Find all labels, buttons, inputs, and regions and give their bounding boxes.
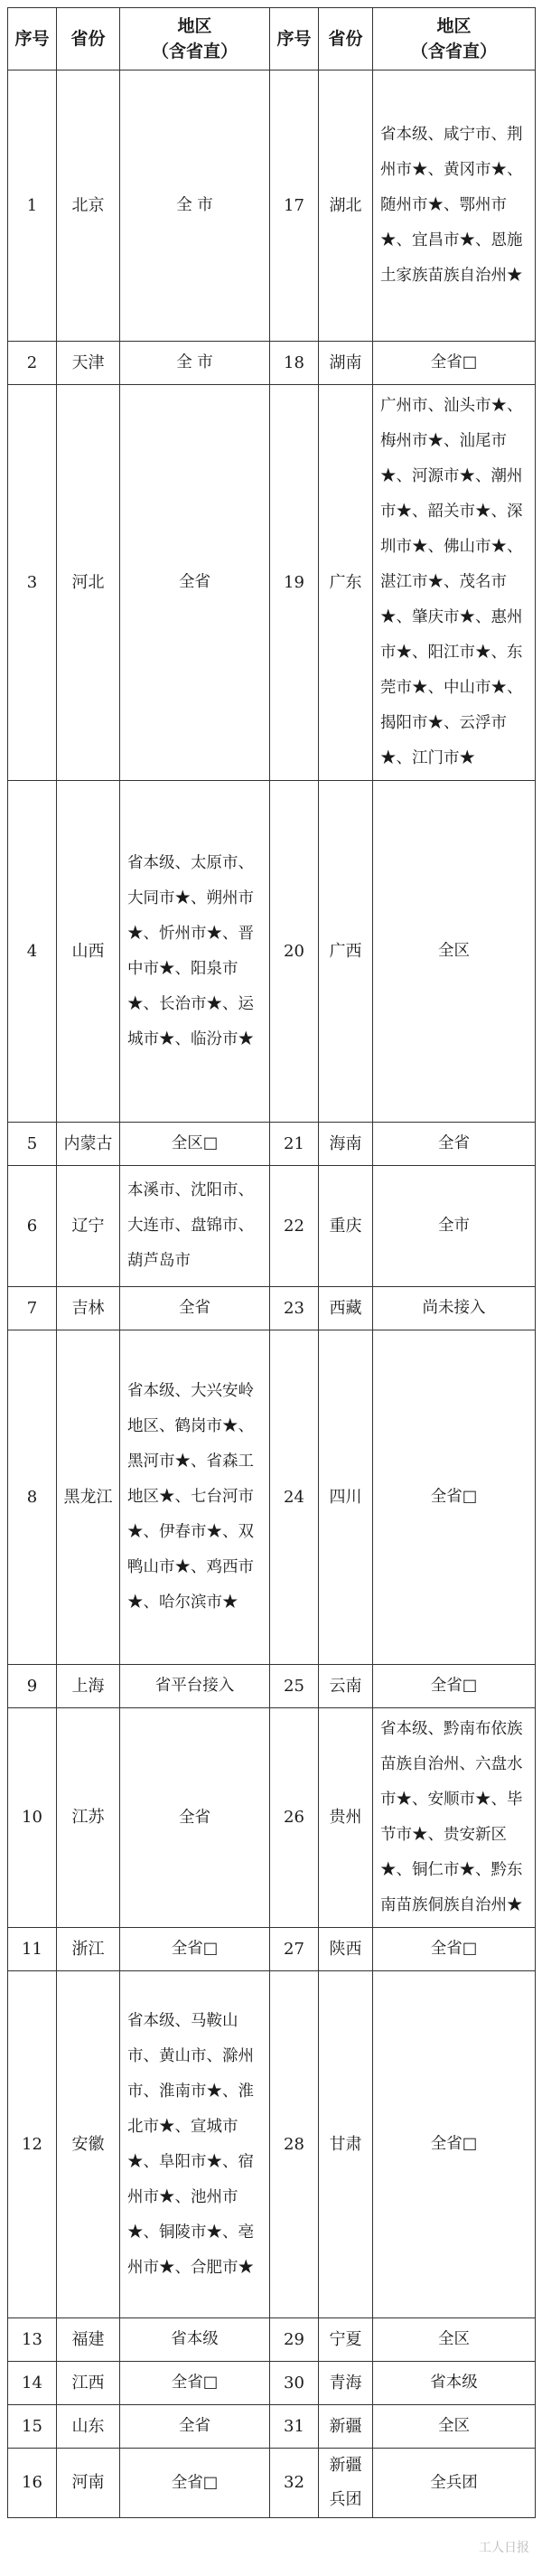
row-number-cell: 29 <box>270 2318 319 2362</box>
row-number-cell: 15 <box>8 2405 57 2449</box>
province-cell: 广西 <box>319 781 373 1123</box>
row-number-cell: 26 <box>270 1708 319 1928</box>
area-cell: 省平台接入 <box>120 1665 270 1708</box>
header-area-left <box>120 8 270 71</box>
area-cell: 全省□ <box>373 342 536 385</box>
header-area-left-line2: （含省直） <box>151 42 238 61</box>
area-cell: 全省 <box>373 1123 536 1166</box>
province-cell: 江西 <box>57 2362 120 2405</box>
province-cell: 天津 <box>57 342 120 385</box>
row-number-cell: 2 <box>8 342 57 385</box>
table-row <box>8 2405 536 2449</box>
area-cell: 全省 <box>120 1287 270 1330</box>
header-no-right: 序号 <box>270 8 319 71</box>
row-number-cell: 23 <box>270 1287 319 1330</box>
province-cell: 广东 <box>319 385 373 781</box>
area-cell: 全兵团 <box>373 2449 536 2518</box>
province-cell: 海南 <box>319 1123 373 1166</box>
table-row <box>8 1287 536 1330</box>
area-cell: 广州市、汕头市★、梅州市★、汕尾市★、河源市★、潮州市★、韶关市★、深圳市★、佛山市★、湛江市★、茂名市★、肇庆市★、惠州市★、阳江市★、东莞市★、中山市★、揭阳市★、云浮市★、江门市★ <box>373 385 536 781</box>
row-number-cell: 7 <box>8 1287 57 1330</box>
header-row <box>8 8 536 71</box>
province-cell: 山东 <box>57 2405 120 2449</box>
table-row <box>8 1123 536 1166</box>
row-number-cell: 30 <box>270 2362 319 2405</box>
area-cell: 全省□ <box>373 1971 536 2318</box>
province-cell: 黑龙江 <box>57 1330 120 1665</box>
row-number-cell: 6 <box>8 1166 57 1287</box>
row-number-cell: 9 <box>8 1665 57 1708</box>
row-number-cell: 12 <box>8 1971 57 2318</box>
table-row <box>8 385 536 781</box>
watermark: 工人日报 <box>479 2541 529 2555</box>
province-cell: 青海 <box>319 2362 373 2405</box>
table-row <box>8 1330 536 1665</box>
row-number-cell: 17 <box>270 71 319 342</box>
table-row <box>8 2449 536 2518</box>
table-row <box>8 2318 536 2362</box>
header-area-right-line1: 地区 <box>436 16 472 36</box>
row-number-cell: 27 <box>270 1928 319 1971</box>
row-number-cell: 28 <box>270 1971 319 2318</box>
area-cell: 全省□ <box>120 2362 270 2405</box>
area-cell: 省本级 <box>120 2318 270 2362</box>
province-cell: 浙江 <box>57 1928 120 1971</box>
area-cell: 全区 <box>373 2405 536 2449</box>
header-province-left: 省份 <box>57 8 120 71</box>
coverage-table <box>7 7 536 2518</box>
province-cell: 贵州 <box>319 1708 373 1928</box>
row-number-cell: 24 <box>270 1330 319 1665</box>
header-no-left: 序号 <box>8 8 57 71</box>
area-cell: 省本级 <box>373 2362 536 2405</box>
province-cell: 四川 <box>319 1330 373 1665</box>
header-area-left-line1: 地区 <box>177 16 212 36</box>
row-number-cell: 11 <box>8 1928 57 1971</box>
row-number-cell: 5 <box>8 1123 57 1166</box>
province-cell: 吉林 <box>57 1287 120 1330</box>
area-cell: 省本级、马鞍山市、黄山市、滁州市、淮南市★、淮北市★、宣城市★、阜阳市★、宿州市★、池州市★、铜陵市★、亳州市★、合肥市★ <box>120 1971 270 2318</box>
area-cell: 全省□ <box>120 1928 270 1971</box>
row-number-cell: 10 <box>8 1708 57 1928</box>
row-number-cell: 4 <box>8 781 57 1123</box>
row-number-cell: 1 <box>8 71 57 342</box>
table-row <box>8 1971 536 2318</box>
province-cell: 新疆 <box>319 2405 373 2449</box>
row-number-cell: 3 <box>8 385 57 781</box>
area-cell: 全省□ <box>373 1928 536 1971</box>
area-cell: 全省 <box>120 385 270 781</box>
area-cell: 全区 <box>373 781 536 1123</box>
province-cell: 辽宁 <box>57 1166 120 1287</box>
header-area-right-line2: （含省直） <box>410 42 497 61</box>
row-number-cell: 14 <box>8 2362 57 2405</box>
province-cell: 陕西 <box>319 1928 373 1971</box>
area-cell: 本溪市、沈阳市、大连市、盘锦市、葫芦岛市 <box>120 1166 270 1287</box>
table-row <box>8 1708 536 1928</box>
table-row <box>8 781 536 1123</box>
area-cell: 尚未接入 <box>373 1287 536 1330</box>
province-cell: 河北 <box>57 385 120 781</box>
area-cell: 省本级、咸宁市、荆州市★、黄冈市★、随州市★、鄂州市★、宜昌市★、恩施土家族苗族自治州★ <box>373 71 536 342</box>
table-body <box>8 71 536 2518</box>
province-cell: 福建 <box>57 2318 120 2362</box>
table-row <box>8 342 536 385</box>
table-row <box>8 2362 536 2405</box>
row-number-cell: 19 <box>270 385 319 781</box>
row-number-cell: 13 <box>8 2318 57 2362</box>
table-row <box>8 1928 536 1971</box>
area-cell: 省本级、太原市、大同市★、朔州市★、忻州市★、晋中市★、阳泉市★、长治市★、运城市★、临汾市★ <box>120 781 270 1123</box>
table-row <box>8 1665 536 1708</box>
province-cell: 上海 <box>57 1665 120 1708</box>
province-cell: 宁夏 <box>319 2318 373 2362</box>
province-cell: 北京 <box>57 71 120 342</box>
province-cell: 安徽 <box>57 1971 120 2318</box>
row-number-cell: 25 <box>270 1665 319 1708</box>
province-cell: 重庆 <box>319 1166 373 1287</box>
table-row <box>8 1166 536 1287</box>
area-cell: 全省□ <box>120 2449 270 2518</box>
area-cell: 全省□ <box>373 1665 536 1708</box>
area-cell: 全省 <box>120 2405 270 2449</box>
area-cell: 全区 <box>373 2318 536 2362</box>
province-cell: 内蒙古 <box>57 1123 120 1166</box>
province-cell: 山西 <box>57 781 120 1123</box>
province-cell: 江苏 <box>57 1708 120 1928</box>
area-cell: 全省 <box>120 1708 270 1928</box>
province-cell: 河南 <box>57 2449 120 2518</box>
province-cell: 湖北 <box>319 71 373 342</box>
province-cell: 湖南 <box>319 342 373 385</box>
row-number-cell: 18 <box>270 342 319 385</box>
row-number-cell: 8 <box>8 1330 57 1665</box>
area-cell: 省本级、黔南布依族苗族自治州、六盘水市★、安顺市★、毕节市★、贵安新区★、铜仁市★、黔东南苗族侗族自治州★ <box>373 1708 536 1928</box>
table-row <box>8 71 536 342</box>
header-area-right <box>373 8 536 71</box>
row-number-cell: 16 <box>8 2449 57 2518</box>
area-cell: 全 市 <box>120 342 270 385</box>
area-cell: 全市 <box>373 1166 536 1287</box>
province-cell: 西藏 <box>319 1287 373 1330</box>
province-cell: 云南 <box>319 1665 373 1708</box>
header-province-right: 省份 <box>319 8 373 71</box>
province-cell: 新疆兵团 <box>319 2449 373 2518</box>
province-cell: 甘肃 <box>319 1971 373 2318</box>
row-number-cell: 21 <box>270 1123 319 1166</box>
row-number-cell: 32 <box>270 2449 319 2518</box>
row-number-cell: 20 <box>270 781 319 1123</box>
row-number-cell: 22 <box>270 1166 319 1287</box>
area-cell: 省本级、大兴安岭地区、鹤岗市★、黑河市★、省森工地区★、七台河市★、伊春市★、双鸭山市★、鸡西市★、哈尔滨市★ <box>120 1330 270 1665</box>
area-cell: 全 市 <box>120 71 270 342</box>
area-cell: 全区□ <box>120 1123 270 1166</box>
row-number-cell: 31 <box>270 2405 319 2449</box>
area-cell: 全省□ <box>373 1330 536 1665</box>
